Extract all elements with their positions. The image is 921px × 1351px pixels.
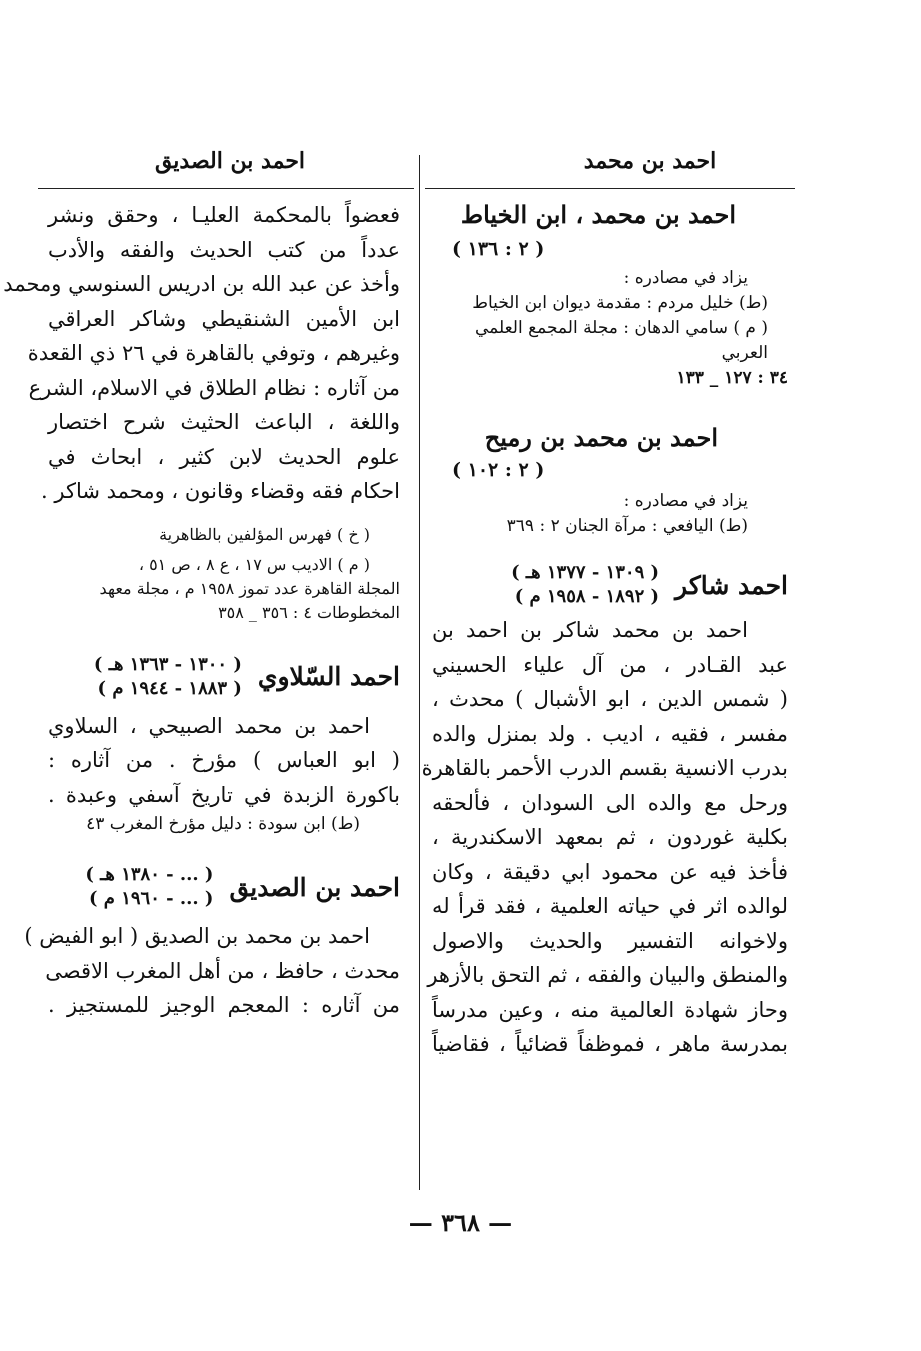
entry-body bbox=[24, 919, 400, 1023]
continuation-body bbox=[3, 198, 400, 509]
entry-ibn-alsiddiq bbox=[24, 863, 400, 1023]
volume-reference: ( ٢ : ١٣٦ ) bbox=[452, 238, 545, 260]
source-line: (ط) اليافعي : مرآة الجنان ٢ : ٣٦٩ bbox=[506, 516, 748, 536]
header-rule-right bbox=[425, 188, 795, 189]
dates-hijri: ( ١٣٠٠ - ١٣٦٣ هـ ) bbox=[93, 653, 242, 675]
source-line: (ط) خليل مردم : مقدمة ديوان ابن الخياط bbox=[472, 293, 768, 313]
body-line: باكورة الزبدة في تاريخ آسفي وعبدة . bbox=[48, 782, 400, 807]
body-line: علوم الحديث لابن كثير ، ابحاث في bbox=[48, 444, 400, 469]
body-line: احمد بن محمد الصبيحي ، السلاوي bbox=[48, 713, 370, 738]
source-line: (ط) ابن سودة : دليل مؤرخ المغرب ٤٣ bbox=[86, 814, 360, 834]
sources-intro: يزاد في مصادره : bbox=[623, 268, 748, 288]
right-column bbox=[421, 198, 788, 1062]
entry-heading bbox=[48, 863, 400, 911]
entry-ahmad-shakir bbox=[421, 561, 788, 1062]
entry-dates bbox=[511, 561, 659, 609]
entry-name: احمد شاكر bbox=[675, 570, 788, 600]
body-line: محدث ، حافظ ، من أهل المغرب الاقصى bbox=[45, 958, 400, 983]
body-line: فعضواً بالمحكمة العليـا ، وحقق ونشر bbox=[48, 203, 400, 227]
entry-name: احمد بن الصديق bbox=[229, 872, 400, 902]
running-header-right: احمد بن محمد bbox=[583, 148, 717, 174]
entry-heading bbox=[432, 561, 788, 609]
body-line: بكلية غوردون ، ثم بمعهد الاسكندرية ، bbox=[432, 825, 788, 849]
body-line: لوالده اثر في حياته العلمية ، فقد قرأ له bbox=[432, 894, 788, 918]
body-line: من آثاره : المعجم الوجيز للمستجيز . bbox=[48, 993, 400, 1017]
body-line: من آثاره : نظام الطلاق في الاسلام، الشرع bbox=[28, 375, 400, 400]
dates-hijri: ( ١٣٠٩ - ١٣٧٧ هـ ) bbox=[511, 562, 660, 583]
body-line: ( ابو العباس ) مؤرخ . من آثاره : bbox=[48, 748, 400, 772]
dates-gregorian: ( ١٨٨٣ - ١٩٤٤ م ) bbox=[97, 677, 242, 699]
dates-hijri: ( ... - ١٣٨٠ هـ ) bbox=[85, 864, 214, 885]
continuation-sources bbox=[48, 523, 400, 625]
entry-heading bbox=[48, 653, 400, 701]
body-line: وحاز شهادة العالمية منه ، وعين مدرساً bbox=[432, 997, 788, 1022]
source-line: المخطوطات ٤ : ٣٥٦ _ ٣٥٨ bbox=[218, 602, 400, 622]
running-header-left: احمد بن الصديق bbox=[154, 148, 306, 174]
source-line: ( خ ) فهرس المؤلفين بالظاهرية bbox=[159, 524, 370, 544]
body-line: وغيرهم ، وتوفي بالقاهرة في ٢٦ ذي القعدة bbox=[27, 341, 400, 365]
entry-title: احمد بن محمد بن رميح bbox=[484, 423, 718, 452]
body-line: احمد بن محمد بن الصديق ( ابو الفيض ) bbox=[24, 924, 370, 948]
source-line: المجلة القاهرة عدد تموز ١٩٥٨ م ، مجلة معهد bbox=[99, 578, 400, 598]
entry-salawi bbox=[48, 653, 400, 838]
source-line: ( م ) سامي الدهان : مجلة المجمع العلمي العربي bbox=[474, 318, 768, 363]
body-line: ( شمس الدين ، ابو الأشبال ) محدث ، bbox=[432, 687, 788, 711]
sources-intro: يزاد في مصادره : bbox=[623, 491, 748, 511]
body-line: بمدرسة ماهر ، فموظفاً قضائياً ، فقاضياً bbox=[432, 1032, 788, 1056]
body-line: ابن الأمين الشنقيطي وشاكر العراقي bbox=[48, 306, 400, 331]
body-line: والمنطق والبيان والفقه ، ثم التحق بالأزهر bbox=[427, 963, 788, 987]
header-rule-left bbox=[38, 188, 414, 189]
dates-gregorian: ( ... - ١٩٦٠ م ) bbox=[88, 888, 214, 909]
left-column bbox=[3, 198, 400, 1023]
body-line: واللغة ، الباعث الحثيث شرح اختصار bbox=[48, 410, 400, 434]
entry-body bbox=[48, 709, 400, 813]
source-line: ( م ) الاديب س ١٧ ، ع ٨ ، ص ٥١ ، bbox=[138, 554, 370, 574]
column-divider bbox=[419, 155, 420, 1190]
entry-ibn-alkhayyat bbox=[432, 198, 788, 391]
body-line: فأخذ فيه عن محمود ابي دقيقة ، وكان bbox=[432, 859, 788, 884]
entry-title: احمد بن محمد ، ابن الخياط bbox=[460, 200, 736, 229]
volume-reference: ( ٢ : ١٠٢ ) bbox=[452, 459, 545, 481]
page-number: — ٣٦٨ — bbox=[408, 1208, 513, 1237]
body-line: احكام فقه وقضاء وقانون ، ومحمد شاكر . bbox=[41, 479, 400, 503]
body-line: بدرب الانسية بقسم الدرب الأحمر بالقاهرة bbox=[421, 756, 788, 780]
source-line: ٣٤ : ١٢٧ _ ١٣٣ bbox=[676, 368, 788, 388]
entry-dates bbox=[85, 863, 213, 911]
body-line: عبد القـادر ، من آل علياء الحسيني bbox=[432, 652, 788, 677]
entry-body bbox=[421, 613, 788, 1062]
entry-name: احمد السّلاوي bbox=[257, 662, 400, 691]
dates-gregorian: ( ١٨٩٢ - ١٩٥٨ م ) bbox=[514, 586, 660, 607]
body-line: ولاخوانه التفسير والحديث والاصول bbox=[432, 928, 788, 953]
body-line: ورحل مع والده الى السودان ، فألحقه bbox=[432, 790, 788, 815]
body-line: عدداً من كتب الحديث والفقه والأدب bbox=[48, 237, 400, 262]
entry-dates bbox=[94, 653, 242, 701]
body-line: وأخذ عن عبد الله بن ادريس السنوسي ومحمد bbox=[3, 272, 400, 296]
entry-ibn-rumayh bbox=[432, 421, 788, 539]
body-line: احمد بن محمد شاكر بن احمد بن bbox=[432, 618, 748, 642]
body-line: مفسر ، فقيه ، اديب . ولد بمنزل والده bbox=[432, 721, 788, 746]
